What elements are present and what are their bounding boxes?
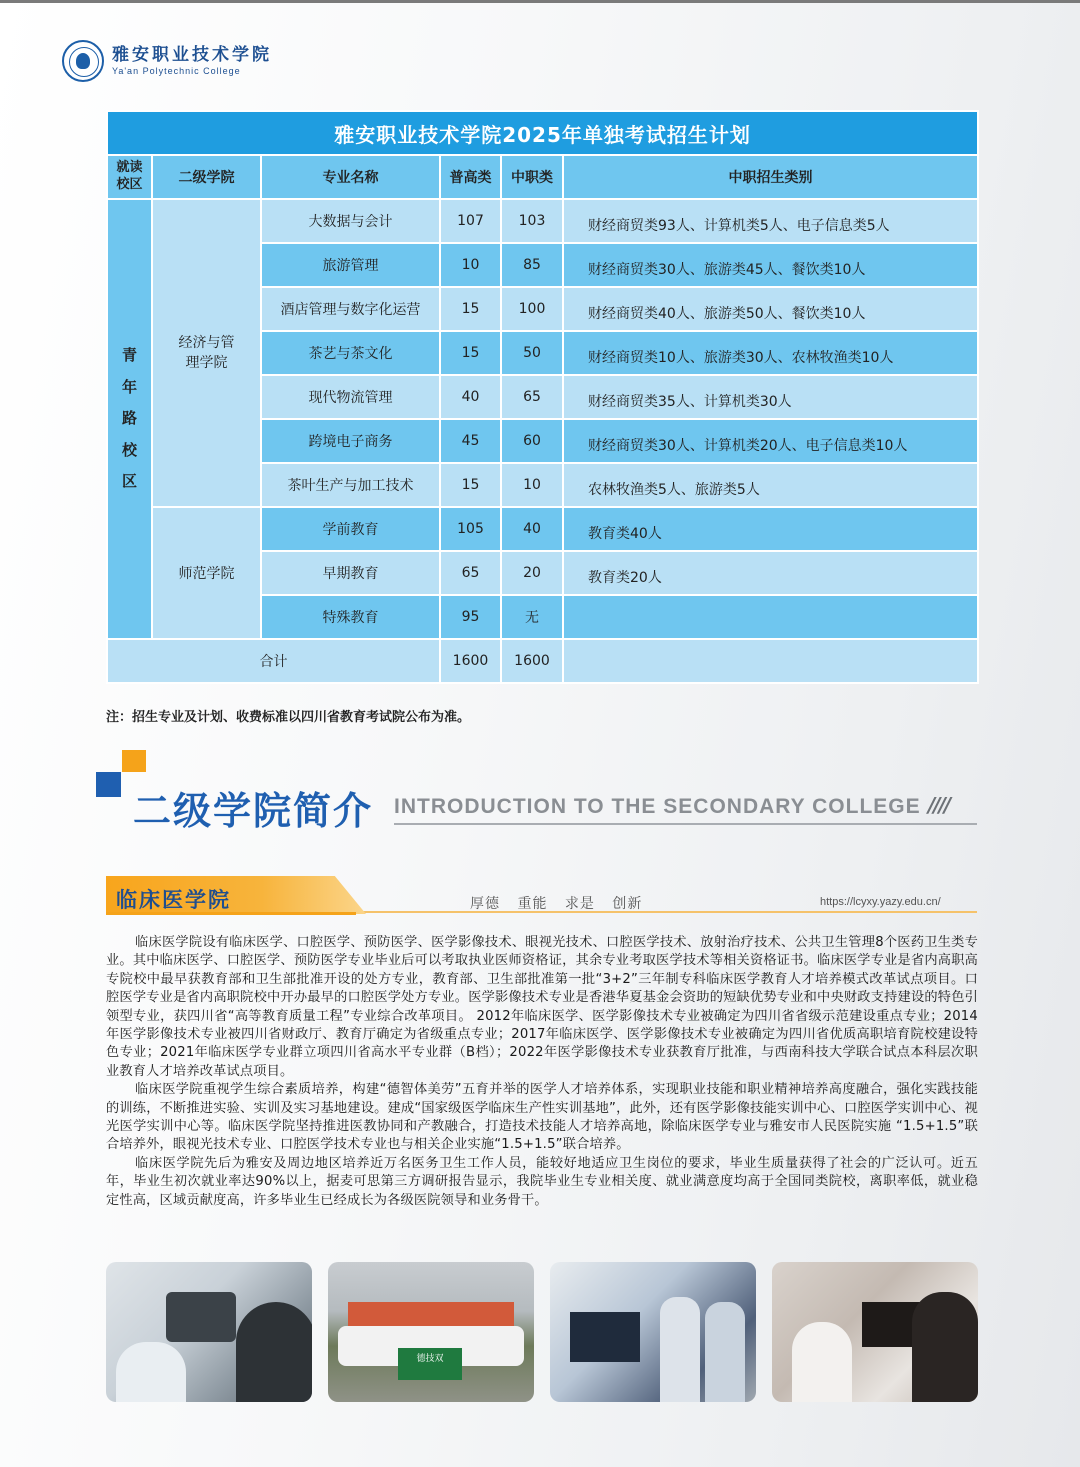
category-cell: 教育类20人 bbox=[563, 551, 978, 595]
campus-char: 区 bbox=[121, 472, 137, 491]
major-cell: 茶艺与茶文化 bbox=[261, 331, 440, 375]
group-banner-sign: 德技双 bbox=[398, 1348, 462, 1380]
total-label: 合计 bbox=[107, 639, 440, 683]
decor-square-blue bbox=[96, 772, 121, 797]
header-general: 普高类 bbox=[440, 155, 501, 199]
general-cell: 15 bbox=[440, 331, 501, 375]
major-cell: 跨境电子商务 bbox=[261, 419, 440, 463]
major-cell: 旅游管理 bbox=[261, 243, 440, 287]
section-subtitle: INTRODUCTION TO THE SECONDARY COLLEGE bbox=[394, 795, 921, 818]
intro-paragraph: 临床医学院设有临床医学、口腔医学、预防医学、医学影像技术、眼视光技术、口腔医学技术、放射治疗技术、公共卫生管理8个医药卫生类专业。其中临床医学、口腔医学、预防医学专业毕业后可以考取执业医师资格证，其余专业考取医学技术等相关资格证书。临床医学专业是省内高职高专院校中最早获教育部和卫生部批准开设的处方专业，教育部、卫生部批准第一批“3+2”三年制专科临床医学教育人才培养模式改革试点项目。口腔医学专业是省内高职院校中开办最早的口腔医学处方专业。医学影像技术专业是香港华夏基金会资助的短缺优势专业和中央财政支持建设的特色引领型专业，获四川省“高等教育质量工程”专业综合改革项目。 2012年临床医学、医学影像技术专业被确定为四川省省级示范建设重点专业；2014年医学影像技术专业被四川省财政厅、教育厅确定为省级重点专业；2017年临床医学、医学影像技术专业被确定为四川省优质高职培育院校建设特色专业；2021年临床医学专业群立项四川省高水平专业群（B档）；2022年医学影像技术专业获教育厅批准，与西南科技大学联合试点本科层次职业教育人才培养改革试点项目。 bbox=[106, 935, 978, 1079]
college-name: 经济与管理学院 bbox=[178, 334, 235, 371]
header-vocational: 中职类 bbox=[501, 155, 563, 199]
major-cell: 特殊教育 bbox=[261, 595, 440, 639]
section-title: 二级学院简介 bbox=[133, 789, 374, 833]
general-cell: 15 bbox=[440, 287, 501, 331]
campus-cell bbox=[107, 199, 152, 639]
major-cell: 茶叶生产与加工技术 bbox=[261, 463, 440, 507]
major-cell: 学前教育 bbox=[261, 507, 440, 551]
total-general: 1600 bbox=[440, 639, 501, 683]
vocational-cell: 40 bbox=[501, 507, 563, 551]
college-motto: 厚德 重能 求是 创新 bbox=[470, 896, 643, 912]
school-logo bbox=[62, 40, 272, 82]
general-cell: 10 bbox=[440, 243, 501, 287]
vocational-cell: 100 bbox=[501, 287, 563, 331]
vocational-cell: 85 bbox=[501, 243, 563, 287]
vocational-cell: 20 bbox=[501, 551, 563, 595]
general-cell: 65 bbox=[440, 551, 501, 595]
admission-plan-table bbox=[106, 110, 979, 684]
vocational-cell: 65 bbox=[501, 375, 563, 419]
vocational-cell: 60 bbox=[501, 419, 563, 463]
total-category bbox=[563, 639, 978, 683]
table-title: 雅安职业技术学院2025年单独考试招生计划 bbox=[107, 111, 978, 155]
campus-char: 校 bbox=[121, 440, 137, 459]
campus-char: 年 bbox=[121, 377, 137, 396]
school-name-en: Ya'an Polytechnic College bbox=[112, 65, 241, 76]
intro-paragraph: 临床医学院先后为雅安及周边地区培养近万名医务卫生工作人员，能较好地适应卫生岗位的要求，毕业生质量获得了社会的广泛认可。近五年，毕业生初次就业率达90%以上，据麦可思第三方调研报告显示，我院毕业生专业相关度、就业满意度均高于全国同类院校，离职率低，就业稳定性高，区域贡献度高，许多毕业生已经成长为各级医院领导和业务骨干。 bbox=[106, 1155, 978, 1208]
total-vocational: 1600 bbox=[501, 639, 563, 683]
general-cell: 107 bbox=[440, 199, 501, 243]
table-note: 注：招生专业及计划、收费标准以四川省教育考试院公布为准。 bbox=[106, 710, 471, 725]
general-cell: 105 bbox=[440, 507, 501, 551]
category-cell: 财经商贸类10人、旅游类30人、农林牧渔类10人 bbox=[563, 331, 978, 375]
college-name: 临床医学院 bbox=[116, 888, 231, 912]
category-cell: 财经商贸类35人、计算机类30人 bbox=[563, 375, 978, 419]
total-row bbox=[107, 639, 978, 683]
header-college: 二级学院 bbox=[152, 155, 261, 199]
vocational-cell: 无 bbox=[501, 595, 563, 639]
section-divider bbox=[394, 823, 977, 825]
major-cell: 现代物流管理 bbox=[261, 375, 440, 419]
category-cell: 财经商贸类30人、旅游类45人、餐饮类10人 bbox=[563, 243, 978, 287]
college-name: 师范学院 bbox=[178, 566, 235, 582]
college-url: https://lcyxy.yazy.edu.cn/ bbox=[820, 896, 941, 908]
category-cell bbox=[563, 595, 978, 639]
category-cell: 教育类40人 bbox=[563, 507, 978, 551]
campus-name bbox=[108, 340, 151, 498]
college-cell bbox=[152, 507, 261, 639]
college-intro-text bbox=[106, 934, 978, 1210]
vocational-cell: 103 bbox=[501, 199, 563, 243]
general-cell: 45 bbox=[440, 419, 501, 463]
decor-square-orange bbox=[122, 750, 146, 772]
photo-dental-lab bbox=[772, 1262, 978, 1402]
general-cell: 95 bbox=[440, 595, 501, 639]
vocational-cell: 10 bbox=[501, 463, 563, 507]
major-cell: 大数据与会计 bbox=[261, 199, 440, 243]
intro-paragraph: 临床医学院重视学生综合素质培养，构建“德智体美劳”五育并举的医学人才培养体系，实现职业技能和职业精神培养高度融合，强化实践技能的训练，不断推进实验、实训及实习基地建设。建成“国家级医学临床生产性实训基地”，此外，还有医学影像技能实训中心、口腔医学实训中心、视光医学实训中心等。临床医学院坚持推进医教协同和产教融合，打造技术技能人才培养高地，除临床医学专业与雅安市人民医院实施 “1.5+1.5”联合培养外，眼视光技术专业、口腔医学技术专业也与相关企业实施“1.5+1.5”联合培养。 bbox=[106, 1082, 978, 1153]
campus-char: 路 bbox=[121, 409, 137, 428]
top-rule bbox=[0, 0, 1080, 3]
category-cell: 财经商贸类93人、计算机类5人、电子信息类5人 bbox=[563, 199, 978, 243]
major-cell: 酒店管理与数字化运营 bbox=[261, 287, 440, 331]
school-seal-icon bbox=[62, 40, 104, 82]
vocational-cell: 50 bbox=[501, 331, 563, 375]
campus-char: 青 bbox=[121, 346, 137, 365]
table-row bbox=[107, 199, 978, 243]
photo-group bbox=[328, 1262, 534, 1402]
header-major: 专业名称 bbox=[261, 155, 440, 199]
general-cell: 40 bbox=[440, 375, 501, 419]
header-category: 中职招生类别 bbox=[563, 155, 978, 199]
photo-training-center bbox=[550, 1262, 756, 1402]
header-campus: 就读校区 bbox=[107, 155, 152, 199]
category-cell: 农林牧渔类5人、旅游类5人 bbox=[563, 463, 978, 507]
category-cell: 财经商贸类30人、计算机类20人、电子信息类10人 bbox=[563, 419, 978, 463]
category-cell: 财经商贸类40人、旅游类50人、餐饮类10人 bbox=[563, 287, 978, 331]
school-name-cn: 雅安职业技术学院 bbox=[112, 45, 272, 66]
photo-eye-exam bbox=[106, 1262, 312, 1402]
general-cell: 15 bbox=[440, 463, 501, 507]
section-slash-decor: //// bbox=[928, 793, 950, 817]
major-cell: 早期教育 bbox=[261, 551, 440, 595]
table-row bbox=[107, 507, 978, 551]
college-cell bbox=[152, 199, 261, 507]
